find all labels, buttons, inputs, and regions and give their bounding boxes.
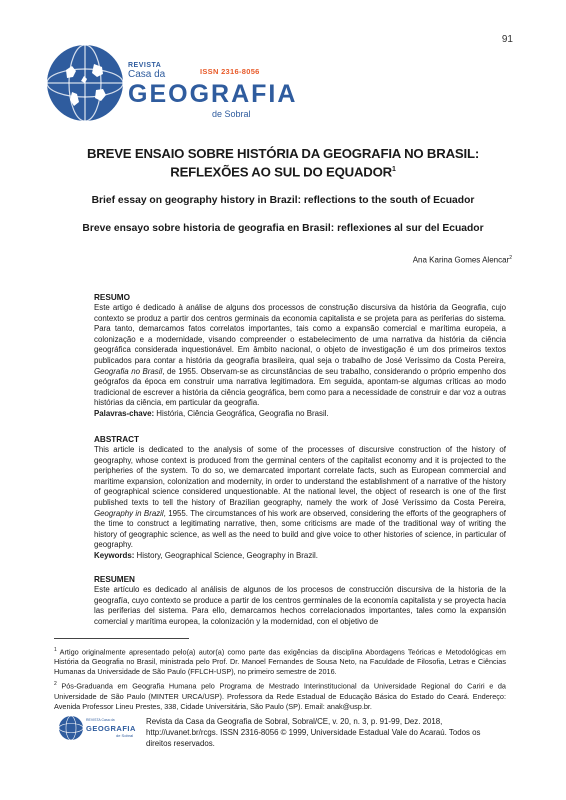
footer-logo-sobral: de Sobral <box>116 733 134 738</box>
resumo-section <box>94 293 506 420</box>
footer-citation: Revista da Casa da Geografia de Sobral, Sobral/CE, v. 20, n. 3, p. 91-99, Dez. 2018, http://uvanet.br/rcgs. ISSN 2316-8056 © 1999, Universidade Estadual Vale do Acaraú. Todos os direitos reservados. <box>146 717 481 748</box>
footer-logo-geografia: GEOGRAFIA <box>86 724 136 733</box>
title-english: Brief essay on geography history in Brazil: reflections to the south of Ecuador <box>91 195 475 206</box>
logo-geografia: GEOGRAFIA <box>128 80 298 108</box>
logo-casa: Casa da <box>128 69 166 80</box>
title-spanish: Breve ensayo sobre historia de geografia en Brasil: reflexiones al sur del Ecuador <box>82 223 484 234</box>
footer-logo-revista: REVISTA Casa da <box>86 718 115 722</box>
page-number: 91 <box>501 34 513 45</box>
footer-logo <box>58 715 138 743</box>
title-line-2: REFLEXÕES AO SUL DO EQUADOR$^1$ <box>170 164 396 180</box>
title-line-1: BREVE ENSAIO SOBRE HISTÓRIA DA GEOGRAFIA NO BRASIL: <box>86 146 480 161</box>
title-footnote-mark: 1 <box>392 166 396 173</box>
journal-logo <box>44 42 298 122</box>
logo-revista: REVISTA <box>128 62 162 69</box>
footnote-1: $^1$ Artigo originalmente apresentado pelo(a) autor(a) como parte das exigências da disciplina Abordagens Teóricas e Metodológicas em História da Geografia no Brasil, ministrada pelo Prof. Dr. Manoel Fernandes de Sousa Neto, na Faculdade de Filosofia, Letras e Ciências Humanas da Universidade de São Paulo (FFLCH-USP), no primeiro semestre de 2016. <box>54 647 506 677</box>
author <box>413 255 512 265</box>
abstract-body: This article is dedicated to the analysis of some of the processes of discursive construction of the history of geography, whose context is produced from the germinal centers of the capitalist economy and it is projected to the peripheries of the system. To do so, we demarcated important correlate facts, such as European commercial and maritime expansion, colonization and modernity, in order to understand the establishment of a narrative of the history of geographical science considered unquestionable. At the national level, the object of research is one of the first published texts to tell the history of Brazilian geography, namely the work of José Veríssimo da Costa Pereira, Geography in Brazil, 1955. The circumstances of his work are observed, considering the efforts of the geographers of the time to construct a legitimating narrative, then, some criticisms are made of the traditional way of writing the history of geographic science, as well as the need to build and give voice to other histories of science, in particular of geography. <box>94 445 506 550</box>
resumen-heading: RESUMEN <box>94 575 135 584</box>
footnotes <box>54 645 506 714</box>
footer-globe-icon <box>58 715 84 741</box>
resumen-section <box>94 575 506 627</box>
resumo-keywords: Palavras-chave: História, Ciência Geográfica, Geografia no Brasil. <box>94 408 329 418</box>
footnote-2: $^2$ Pós-Graduanda em Geografia Humana pelo Programa de Mestrado Interinstitucional da Universidade Regional do Cariri e da Universidade de São Paulo (MINTER URCA/USP). Professora da Rede Estadual de Educação Básica do Estado do Ceará. Endereço: Avenida Professor Lineu Prestes, 338, Cidade Universitária, São Paulo (SP). Email: anak@usp.br. <box>54 681 506 711</box>
logo-issn: ISSN 2316-8056 <box>200 67 260 76</box>
abstract-keywords: Keywords: History, Geographical Science, Geography in Brazil. <box>94 550 318 560</box>
resumen-body: Este artículo es dedicado al análisis de algunos de los procesos de construcción discursiva de la historia de la geografía, cuyo contexto se produce a partir de los centros germinales de la economía capitalista y se proyecta hacia las periferias del sistema. Para ello, demarcamos hechos correlacionados importantes, tales como la expansión comercial y marítima europea, la colonización y la modernidad, con el objetivo de <box>94 585 506 626</box>
resumo-heading: RESUMO <box>94 293 130 302</box>
resumo-body: Este artigo é dedicado à análise de alguns dos processos de construção discursiva da história da Geografia, cujo contexto se produz a partir dos centros germinais da economia capitalista e se projeta para as periferias do sistema. Para tanto, demarcamos fatos correlatos importantes, tais como a expansão comercial e marítima europeia, a colonização e a modernidade, visando compreender o estabelecimento de uma narrativa da história da ciência geográfica considerada inquestionável. Em âmbito nacional, o objeto de investigação é um dos primeiros textos publicados para contar a história da geografia brasileira, qual seja o trabalho de José Veríssimo da Costa Pereira, Geografia no Brasil, de 1955. Observam-se as circunstâncias de seu trabalho, considerando o próprio empenho dos geógrafos da época em construir uma narrativa legitimadora. Em seguida, apontam-se algumas críticas ao modo tradicional de escrever a história da ciência geográfica, bem como para a necessidade de construir e dar voz a outras histórias da ciência, em particular da geografia. <box>94 303 506 408</box>
abstract-section <box>94 435 506 562</box>
globe-icon <box>44 42 126 124</box>
footnote-divider <box>54 638 189 639</box>
abstract-heading: ABSTRACT <box>94 435 140 444</box>
author-name: Ana Karina Gomes Alencar <box>412 255 510 265</box>
logo-sobral: de Sobral <box>212 109 251 119</box>
author-footnote-mark: 2 <box>509 255 512 261</box>
article-title <box>60 146 506 180</box>
